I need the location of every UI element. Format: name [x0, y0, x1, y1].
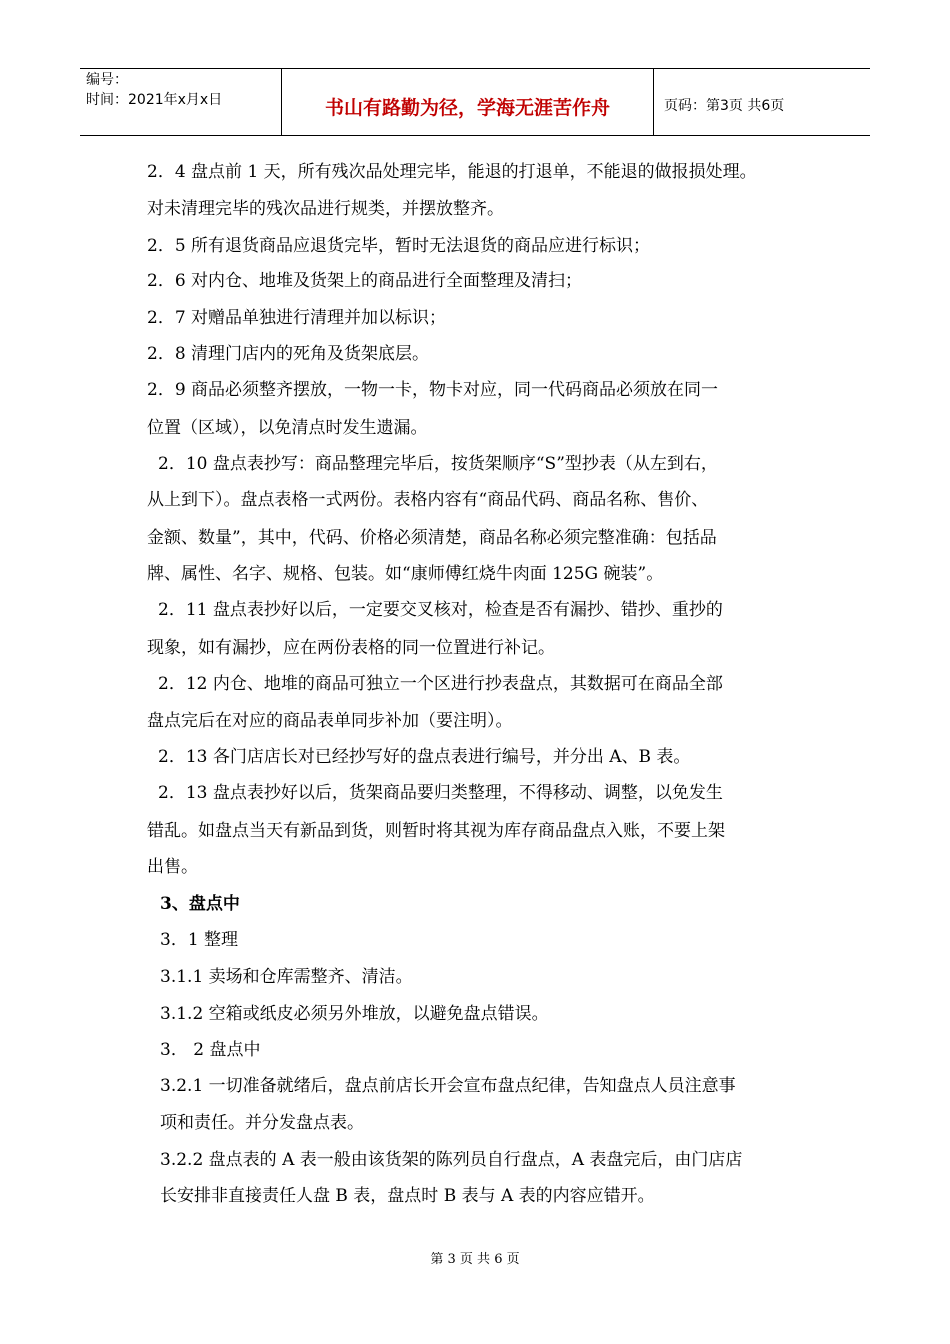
header-page-cell	[654, 69, 870, 135]
header-meta-cell	[80, 69, 282, 135]
body-line: 2．7 对赠品单独进行清理并加以标识；	[147, 308, 447, 328]
body-line: 项和责任。并分发盘点表。	[160, 1113, 364, 1133]
section-heading: 3、盘点中	[160, 894, 240, 914]
body-line: 2．8 清理门店内的死角及货架底层。	[147, 344, 430, 364]
body-line: 位置（区域），以免清点时发生遗漏。	[147, 418, 428, 438]
footer-page-number: 第 3 页 共 6 页	[430, 1252, 520, 1267]
body-line: 2．9 商品必须整齐摆放，一物一卡，物卡对应，同一代码商品必须放在同一	[147, 380, 719, 400]
body-line: 盘点完后在对应的商品表单同步补加（要注明）。	[147, 711, 513, 731]
time-label: 时间：2021年x月x日	[86, 92, 223, 108]
body-line: 错乱。如盘点当天有新品到货，则暂时将其视为库存商品盘点入账，不要上架	[147, 821, 725, 841]
body-line: 金额、数量”，其中，代码、价格必须清楚，商品名称必须完整准确：包括品	[147, 528, 717, 548]
body-line: 3.2.1 一切准备就绪后，盘点前店长开会宣布盘点纪律，告知盘点人员注意事	[160, 1076, 736, 1096]
body-line: 牌、属性、名字、规格、包装。如“康师傅红烧牛肉面 125G 碗装”。	[147, 564, 664, 584]
page-footer	[0, 1248, 950, 1267]
serial-label: 编号：	[86, 72, 128, 88]
body-line: 2．13 盘点表抄好以后，货架商品要归类整理，不得移动、调整，以免发生	[158, 783, 723, 803]
header-table	[80, 68, 870, 136]
body-line: 3.1.1 卖场和仓库需整齐、清洁。	[160, 967, 413, 987]
motto-text: 书山有路勤为径，学海无涯苦作舟	[324, 97, 610, 119]
header-motto-cell	[282, 69, 654, 135]
body-line: 2．13 各门店店长对已经抄写好的盘点表进行编号，并分出 A、B 表。	[158, 747, 691, 767]
body-line: 2．5 所有退货商品应退货完毕，暂时无法退货的商品应进行标识；	[147, 236, 651, 256]
body-line: 2．6 对内仓、地堆及货架上的商品进行全面整理及清扫；	[147, 271, 583, 291]
body-line: 2．11 盘点表抄好以后，一定要交叉核对，检查是否有漏抄、错抄、重抄的	[158, 600, 723, 620]
body-line: 3.2.2 盘点表的 A 表一般由该货架的陈列员自行盘点，A 表盘完后，由门店店	[160, 1150, 743, 1170]
body-line: 3．1 整理	[160, 930, 239, 950]
body-line: 3． 2 盘点中	[160, 1040, 261, 1060]
body-line: 3.1.2 空箱或纸皮必须另外堆放，以避免盘点错误。	[160, 1004, 549, 1024]
body-line: 2．4 盘点前 1 天，所有残次品处理完毕，能退的打退单，不能退的做报损处理。	[147, 162, 757, 182]
body-line: 从上到下）。盘点表格一式两份。表格内容有“商品代码、商品名称、售价、	[147, 490, 709, 510]
body-line: 出售。	[147, 857, 198, 877]
body-line: 2．10 盘点表抄写：商品整理完毕后，按货架顺序“S”型抄表（从左到右，	[158, 454, 718, 474]
body-line: 2．12 内仓、地堆的商品可独立一个区进行抄表盘点，其数据可在商品全部	[158, 674, 723, 694]
body-line: 对未清理完毕的残次品进行规类，并摆放整齐。	[147, 199, 504, 219]
body-line: 现象，如有漏抄，应在两份表格的同一位置进行补记。	[147, 638, 555, 658]
page-info: 页码：第3页 共6页	[664, 98, 785, 114]
body-line: 长安排非直接责任人盘 B 表，盘点时 B 表与 A 表的内容应错开。	[160, 1186, 655, 1206]
